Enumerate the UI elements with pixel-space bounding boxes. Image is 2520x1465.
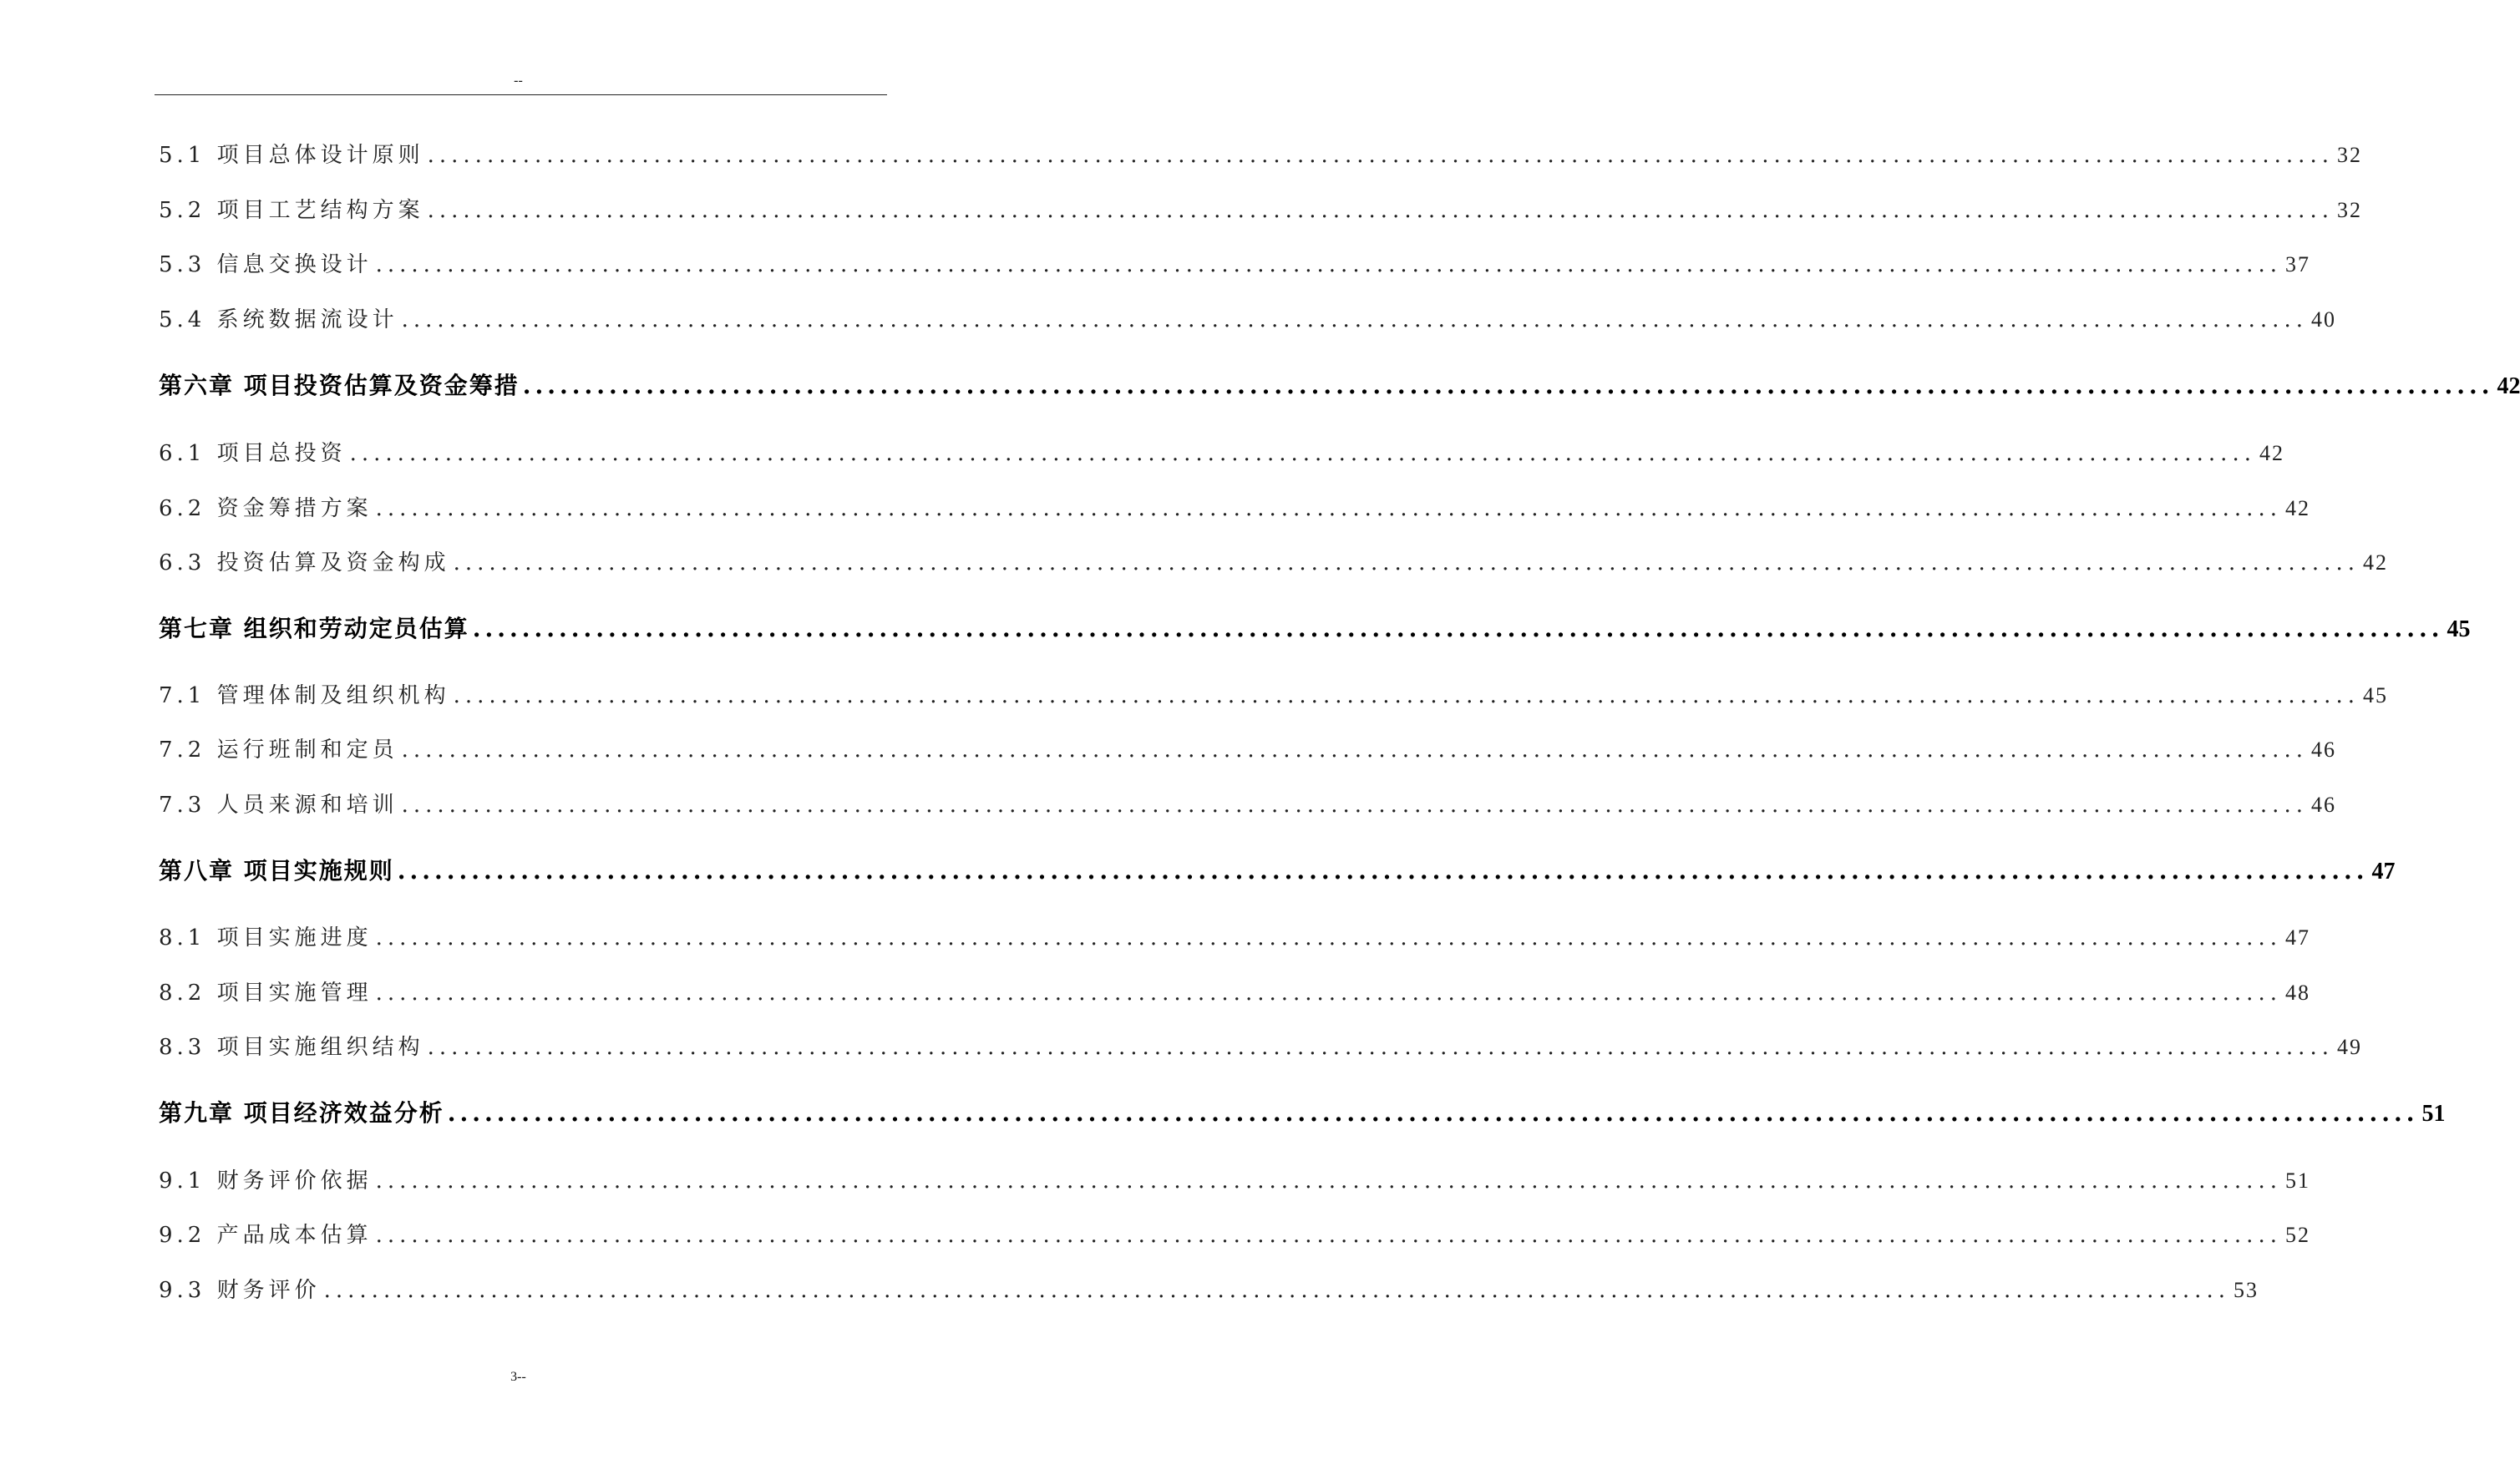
toc-entry-page: 51 [2421, 1101, 2446, 1127]
toc-entry-title: 9.3 财务评价 [159, 1278, 321, 1303]
toc-section-entry[interactable] [159, 732, 2336, 763]
toc-chapter-entry[interactable] [159, 611, 2471, 644]
toc-section-entry[interactable] [159, 976, 2310, 1006]
toc-leader-dots: ................................................................................................................................................................ [323, 1278, 2230, 1303]
toc-entry-page: 42 [2497, 373, 2520, 399]
toc-section-entry[interactable] [159, 920, 2310, 951]
toc-section-entry[interactable] [159, 788, 2336, 819]
toc-leader-dots: ................................................................................................................................................................ [522, 372, 2494, 399]
toc-entry-title: 6.3 投资估算及资金构成 [159, 550, 450, 575]
toc-leader-dots: ................................................................................................................................................................ [453, 683, 2360, 708]
toc-entry-title: 8.2 项目实施管理 [159, 981, 373, 1006]
toc-entry-page: 47 [2371, 859, 2396, 885]
toc-entry-page: 46 [2310, 738, 2336, 762]
toc-leader-dots: ................................................................................................................................................................ [397, 857, 2369, 885]
toc-leader-dots: ................................................................................................................................................................ [375, 252, 2282, 277]
toc-entry-title: 8.3 项目实施组织结构 [159, 1035, 424, 1060]
toc-section-entry[interactable] [159, 1163, 2310, 1194]
toc-entry-title: 5.1 项目总体设计原则 [159, 143, 424, 168]
toc-entry-page: 32 [2336, 143, 2362, 167]
toc-leader-dots: ................................................................................................................................................................ [472, 615, 2444, 642]
toc-leader-dots: ................................................................................................................................................................ [349, 441, 2256, 466]
toc-section-entry[interactable] [159, 1273, 2259, 1304]
toc-entry-title: 5.3 信息交换设计 [159, 252, 373, 277]
toc-entry-page: 37 [2284, 252, 2310, 276]
toc-entry-page: 40 [2310, 307, 2336, 332]
toc-section-entry[interactable] [159, 193, 2362, 224]
toc-entry-page: 51 [2284, 1168, 2310, 1193]
toc-chapter-entry[interactable] [159, 368, 2520, 401]
toc-entry-title: 9.1 财务评价依据 [159, 1168, 373, 1194]
toc-entry-page: 42 [2259, 441, 2284, 465]
toc-section-entry[interactable] [159, 491, 2310, 522]
toc-entry-title: 7.1 管理体制及组织机构 [159, 683, 450, 708]
toc-leader-dots: ................................................................................................................................................................ [401, 307, 2308, 332]
toc-leader-dots: ................................................................................................................................................................ [427, 143, 2334, 168]
toc-entry-title: 5.4 系统数据流设计 [159, 307, 398, 332]
toc-entry-title: 8.1 项目实施进度 [159, 925, 373, 950]
toc-leader-dots: ................................................................................................................................................................ [375, 925, 2282, 950]
toc-entry-title: 7.2 运行班制和定员 [159, 738, 398, 763]
toc-leader-dots: ................................................................................................................................................................ [375, 981, 2282, 1006]
toc-entry-page: 45 [2362, 683, 2388, 707]
toc-leader-dots: ................................................................................................................................................................ [427, 198, 2334, 223]
toc-leader-dots: ................................................................................................................................................................ [401, 738, 2308, 763]
toc-leader-dots: ................................................................................................................................................................ [375, 1168, 2282, 1194]
toc-entry-page: 53 [2233, 1278, 2259, 1302]
toc-entry-title: 6.1 项目总投资 [159, 441, 347, 466]
toc-entry-page: 52 [2284, 1223, 2310, 1247]
toc-entry-title: 7.3 人员来源和培训 [159, 793, 398, 818]
toc-chapter-entry[interactable] [159, 853, 2396, 886]
toc-section-entry[interactable] [159, 247, 2310, 278]
toc-entry-page: 45 [2446, 616, 2471, 642]
toc-chapter-entry[interactable] [159, 1095, 2446, 1128]
toc-section-entry[interactable] [159, 436, 2284, 467]
toc-entry-title: 6.2 资金筹措方案 [159, 496, 373, 521]
toc-leader-dots: ................................................................................................................................................................ [401, 793, 2308, 818]
toc-entry-page: 42 [2362, 550, 2388, 575]
toc-leader-dots: ................................................................................................................................................................ [453, 550, 2360, 575]
toc-entry-page: 47 [2284, 925, 2310, 950]
toc-section-entry[interactable] [159, 1218, 2310, 1249]
toc-section-entry[interactable] [159, 1030, 2362, 1061]
toc-entry-page: 42 [2284, 496, 2310, 520]
toc-entry-title: 5.2 项目工艺结构方案 [159, 198, 424, 223]
toc-section-entry[interactable] [159, 545, 2388, 576]
toc-leader-dots: ................................................................................................................................................................ [375, 496, 2282, 521]
toc-entry-page: 48 [2284, 981, 2310, 1005]
page-number: 3-- [510, 1370, 526, 1384]
toc-entry-title: 第六章 项目投资估算及资金筹措 [159, 372, 520, 399]
toc-section-entry[interactable] [159, 678, 2388, 709]
toc-leader-dots: ................................................................................................................................................................ [447, 1099, 2419, 1127]
toc-entry-title: 第八章 项目实施规则 [159, 857, 394, 885]
toc-entry-title: 9.2 产品成本估算 [159, 1223, 373, 1248]
toc-entry-title: 第九章 项目经济效益分析 [159, 1099, 444, 1127]
toc-entry-page: 32 [2336, 198, 2362, 222]
page-header: -- [514, 74, 523, 88]
toc-section-entry[interactable] [159, 302, 2336, 333]
toc-entry-title: 第七章 组织和劳动定员估算 [159, 615, 469, 642]
toc-leader-dots: ................................................................................................................................................................ [375, 1223, 2282, 1248]
toc-entry-page: 46 [2310, 793, 2336, 817]
toc-entry-page: 49 [2336, 1035, 2362, 1059]
toc-leader-dots: ................................................................................................................................................................ [427, 1035, 2334, 1060]
toc-section-entry[interactable] [159, 138, 2362, 169]
